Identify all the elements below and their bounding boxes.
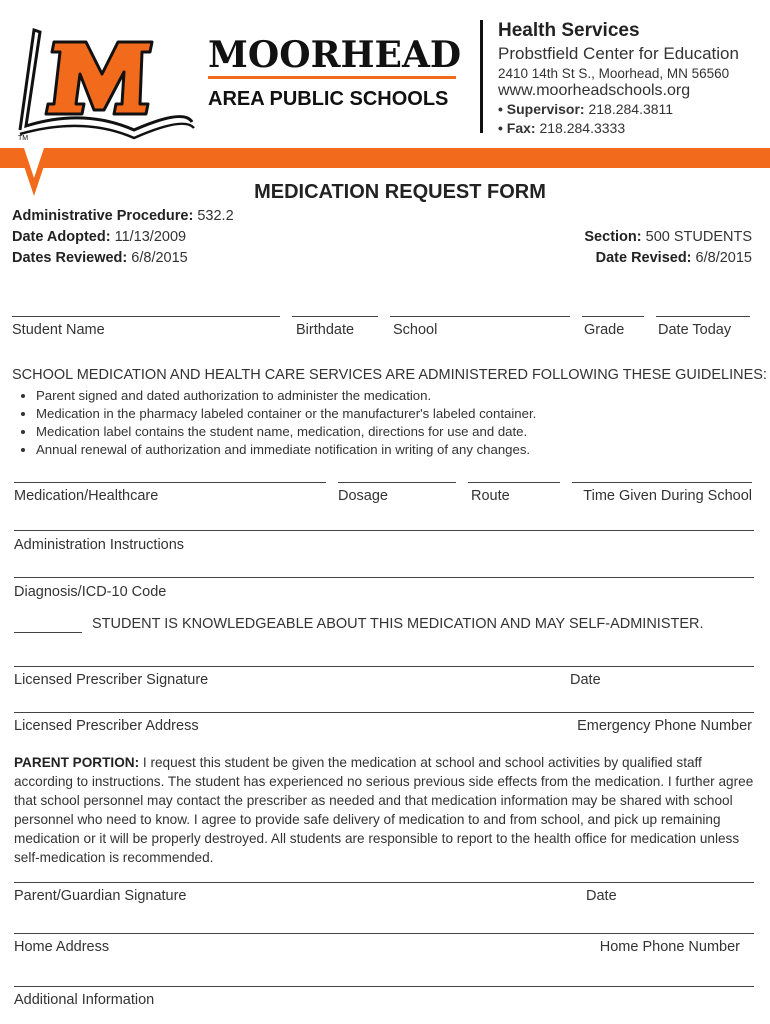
diagnosis-field[interactable] (14, 577, 754, 578)
self-admin-field[interactable] (14, 632, 82, 633)
emergency-phone-label: Emergency Phone Number (577, 718, 752, 734)
home-address-label: Home Address (14, 939, 110, 955)
grade-field[interactable] (582, 316, 644, 317)
guidelines-list (14, 387, 536, 459)
supervisor-phone: 218.284.3811 (588, 101, 674, 117)
medication-label: Medication/Healthcare (14, 488, 159, 504)
date-today-field[interactable] (656, 316, 750, 317)
center-address: 2410 14th St S., Moorhead, MN 56560 (498, 66, 730, 81)
student-name-field[interactable] (12, 316, 280, 317)
dates-reviewed: Dates Reviewed: 6/8/2015 (12, 250, 188, 266)
diagnosis-label: Diagnosis/ICD-10 Code (14, 584, 167, 600)
prescriber-address-label: Licensed Prescriber Address (14, 718, 199, 734)
center-name: Probstfield Center for Education (498, 44, 739, 63)
supervisor-label: • Supervisor: (498, 101, 585, 117)
fax-line (498, 120, 625, 136)
home-phone-label: Home Phone Number (599, 939, 740, 955)
logo-wordmark: MOORHEAD (208, 34, 462, 76)
supervisor-line (498, 101, 673, 117)
guideline-item: • Medication label contains the student name, medication, directions for use and date. (36, 423, 536, 441)
parent-signature-label: Parent/Guardian Signature (14, 888, 187, 904)
grade-label: Grade (584, 322, 625, 338)
date-adopted: Date Adopted: 11/13/2009 (12, 229, 187, 245)
header-divider (480, 20, 483, 133)
prescriber-signature-field[interactable] (14, 666, 754, 667)
fax-number: 218.284.3333 (539, 120, 626, 136)
birthdate-field[interactable] (292, 316, 378, 317)
admin-instructions-label: Administration Instructions (14, 537, 185, 553)
guidelines-heading: SCHOOL MEDICATION AND HEALTH CARE SERVICES ARE ADMINISTERED FOLLOWING THESE GUIDELINES: (12, 367, 767, 383)
home-address-field[interactable] (14, 933, 754, 934)
admin-instructions-field[interactable] (14, 530, 754, 531)
parent-date-label: Date (586, 888, 617, 904)
prescriber-address-field[interactable] (14, 712, 754, 713)
parent-portion-body: I request this student be given the medication at school and school activities by qualified staff according to instructions. The student has experienced no serious previous side effects from the medication. I further agree that school personnel may contact the prescriber as needed and that medication information may be shared with school personnel who need to know. I agree to provide safe delivery of medication to and from school, and pick up remaining medication or it will be properly destroyed. All students are responsible to report to the health office for medication unless self-medication is recommended. (14, 755, 754, 865)
dosage-label: Dosage (338, 488, 388, 504)
school-label: School (393, 322, 438, 338)
date-today-label: Date Today (658, 322, 732, 338)
guideline-item: • Medication in the pharmacy labeled container or the manufacturer's labeled container. (36, 405, 536, 423)
header-orange-bar (0, 148, 770, 168)
route-field[interactable] (468, 482, 560, 483)
parent-portion-text (14, 753, 754, 867)
route-label: Route (471, 488, 510, 504)
section: Section: 500 STUDENTS (584, 229, 752, 245)
logo-book-m-icon (14, 22, 474, 142)
parent-portion-label: PARENT PORTION: (14, 755, 140, 770)
guideline-item: • Annual renewal of authorization and immediate notification in writing of any changes. (36, 441, 536, 459)
fax-label: • Fax: (498, 120, 536, 136)
logo-subtitle: AREA PUBLIC SCHOOLS (208, 88, 449, 110)
svg-text:TM: TM (18, 135, 29, 142)
medication-field[interactable] (14, 482, 326, 483)
additional-info-label: Additional Information (14, 992, 155, 1008)
dept-title: Health Services (498, 20, 640, 41)
school-field[interactable] (390, 316, 570, 317)
form-title: MEDICATION REQUEST FORM (254, 181, 546, 203)
website-link[interactable]: www.moorheadschools.org (498, 82, 691, 99)
time-given-field[interactable] (572, 482, 752, 483)
parent-signature-field[interactable] (14, 882, 754, 883)
student-name-label: Student Name (12, 322, 105, 338)
self-admin-statement: STUDENT IS KNOWLEDGEABLE ABOUT THIS MEDICATION AND MAY SELF-ADMINISTER. (92, 616, 704, 632)
dosage-field[interactable] (338, 482, 456, 483)
date-revised: Date Revised: 6/8/2015 (595, 250, 752, 266)
moorhead-logo (14, 22, 474, 142)
admin-procedure: Administrative Procedure: 532.2 (12, 208, 234, 224)
time-given-label: Time Given During School (583, 488, 752, 504)
additional-info-field[interactable] (14, 986, 754, 987)
prescriber-date-label: Date (570, 672, 601, 688)
prescriber-signature-label: Licensed Prescriber Signature (14, 672, 209, 688)
guideline-item: • Parent signed and dated authorization to administer the medication. (36, 387, 536, 405)
birthdate-label: Birthdate (296, 322, 355, 338)
